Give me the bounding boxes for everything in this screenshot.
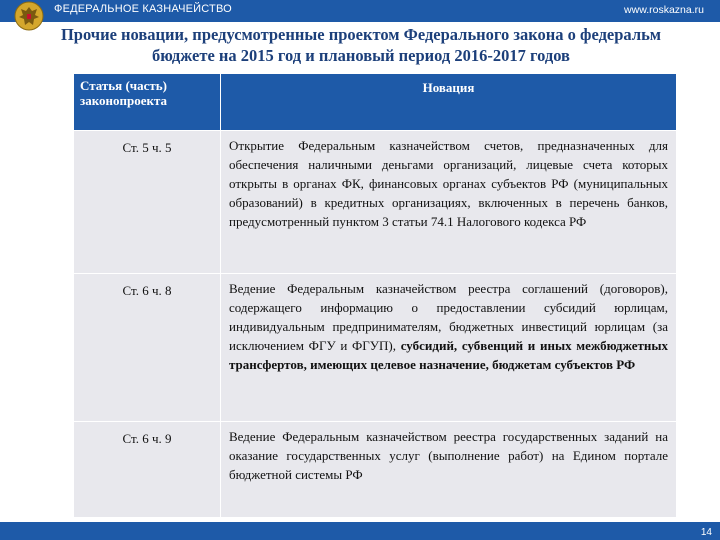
novation-cell: Ведение Федеральным казначейством реестра государственных заданий на оказание государственных услуг (выполнение работ) на Едином портале бюджетной системы РФ — [221, 422, 677, 518]
column-header-novation: Новация — [221, 74, 677, 131]
column-header-article: Статья (часть) законопроекта — [74, 74, 221, 131]
table-header-row — [74, 74, 677, 131]
novation-cell: Открытие Федеральным казначейством счетов, предназначенных для обеспечения наличными деньгами организаций, лицевые счета которых открыты в органах ФК, финансовых органах субъектов РФ (муниципальных образований) в кредитных организациях, включенных в перечень банков, предусмотренный пунктом 3 статьи 74.1 Налогового кодекса РФ — [221, 131, 677, 274]
page-number: 14 — [700, 527, 712, 538]
novation-cell — [221, 274, 677, 422]
novation-text: Ведение Федеральным казначейством реестра соглашений (договоров), содержащего информацию о предоставлении субсидий юрлицам, индивидуальным предпринимателям, бюджетных инвестиций юрлицам (за исключением ФГУ и ФГУП), — [229, 281, 668, 353]
table-row — [74, 422, 677, 518]
website-link[interactable]: www.roskazna.ru — [624, 4, 704, 16]
article-cell: Ст. 5 ч. 5 — [74, 131, 221, 274]
table-row — [74, 274, 677, 422]
article-cell: Ст. 6 ч. 8 — [74, 274, 221, 422]
article-cell: Ст. 6 ч. 9 — [74, 422, 221, 518]
novation-text-bold: субсидий, субвенций и иных межбюджетных трансфертов, имеющих целевое назначение, бюджетам субъектов РФ — [229, 338, 668, 372]
bottom-footer-bar — [0, 522, 720, 540]
organization-name: ФЕДЕРАЛЬНОЕ КАЗНАЧЕЙСТВО — [54, 3, 232, 15]
table-row — [74, 131, 677, 274]
slide-title: Прочие новации, предусмотренные проектом Федерального закона о федеральм бюджете на 2015 год и плановый период 2016-2017 годов — [60, 25, 662, 65]
novations-table — [73, 73, 677, 518]
